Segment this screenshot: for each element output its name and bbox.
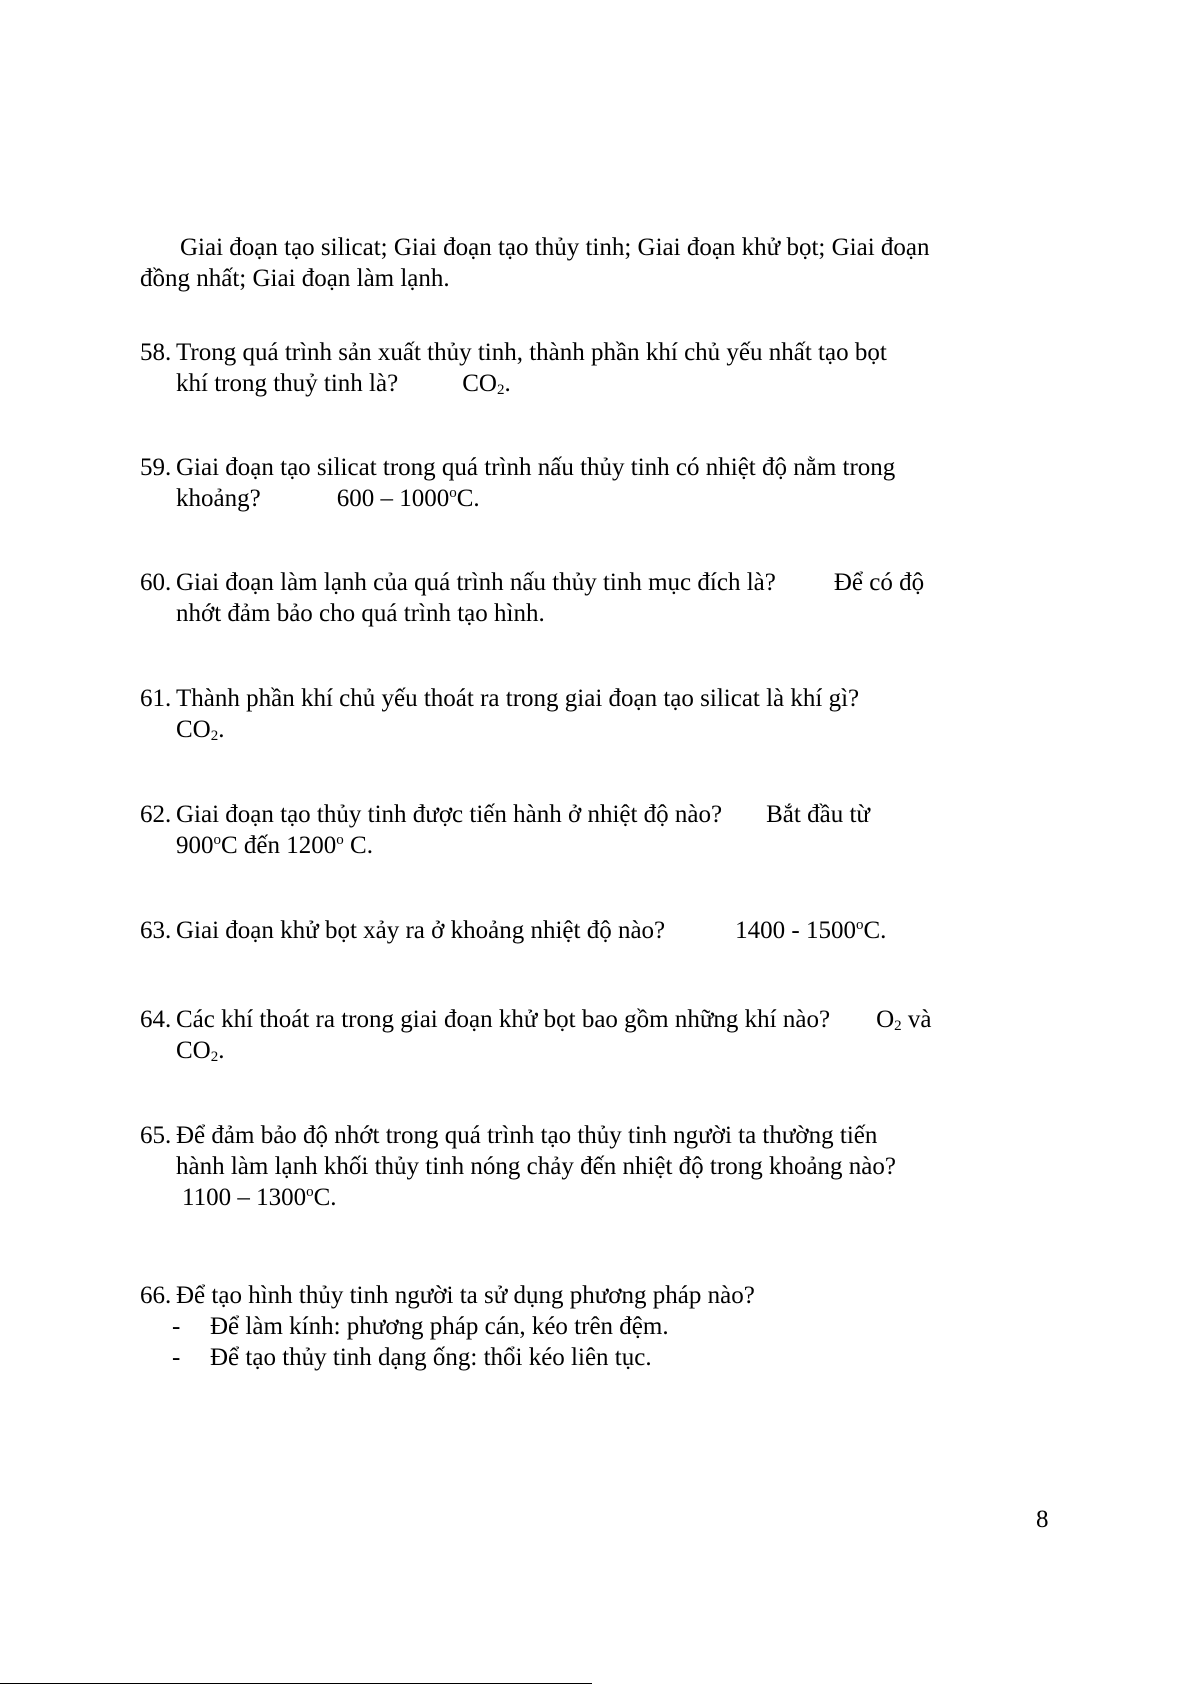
answer-text: 600 – 1000$^o$C. <box>336 485 480 512</box>
answer-text: nhớt đảm bảo cho quá trình tạo hình. <box>176 600 545 627</box>
question-number: 64. <box>140 1006 172 1033</box>
question-61 <box>140 683 1040 745</box>
answer-text: $CO_2$. <box>176 1037 225 1065</box>
question-text: Để tạo hình thủy tinh người ta sử dụng phương pháp nào? <box>176 1282 755 1309</box>
question-number: 58. <box>140 339 172 366</box>
question-text: Giai đoạn tạo silicat trong quá trình nấu thủy tinh có nhiệt độ nằm trong <box>176 454 896 481</box>
page-number: 8 <box>1036 1506 1049 1533</box>
question-number: 66. <box>140 1282 172 1309</box>
question-66 <box>140 1280 1040 1311</box>
question-text: Giai đoạn khử bọt xảy ra ở khoảng nhiệt độ nào? <box>176 917 666 944</box>
list-item: - Để làm kính: phương pháp cán, kéo trên đệm. <box>172 1313 669 1340</box>
answer-65: 1100 – 1300$^o$C. <box>182 1184 337 1211</box>
question-text: Thành phần khí chủ yếu thoát ra trong giai đoạn tạo silicat là khí gì? <box>176 685 860 712</box>
question-text: hành làm lạnh khối thủy tinh nóng chảy đến nhiệt độ trong khoảng nào? <box>176 1153 896 1180</box>
question-64 <box>140 1004 1040 1066</box>
question-63 <box>140 915 1040 946</box>
question-65 <box>140 1120 1040 1182</box>
question-text: khí trong thuỷ tinh là? <box>176 370 399 397</box>
footnote-separator <box>0 1683 592 1684</box>
question-number: 61. <box>140 685 172 712</box>
answer-text: Để có độ <box>833 569 925 596</box>
question-number: 65. <box>140 1122 172 1149</box>
question-number: 62. <box>140 801 172 828</box>
question-text: Giai đoạn tạo thủy tinh được tiến hành ở nhiệt độ nào? <box>176 801 723 828</box>
dash-bullet: - <box>172 1344 181 1371</box>
question-60 <box>140 567 1040 629</box>
question-text: Để đảm bảo độ nhớt trong quá trình tạo thủy tinh người ta thường tiến <box>176 1122 878 1149</box>
question-number: 59. <box>140 454 172 481</box>
answer-list-66 <box>172 1311 669 1373</box>
question-59 <box>140 452 1040 514</box>
answer-text: $O_2$ và <box>876 1006 932 1034</box>
answer-text: 1400 - 1500$^o$C. <box>735 917 887 944</box>
question-text: khoảng? <box>176 485 261 512</box>
answer-text: Bắt đầu từ <box>766 801 870 828</box>
dash-bullet: - <box>172 1313 181 1340</box>
intro-line-2: đồng nhất; Giai đoạn làm lạnh. <box>140 265 450 292</box>
question-text: Giai đoạn làm lạnh của quá trình nấu thủy tinh mục đích là? <box>176 569 776 596</box>
question-number: 63. <box>140 917 172 944</box>
intro-paragraph <box>140 232 1040 294</box>
question-number: 60. <box>140 569 172 596</box>
answer-text: $CO_2$. <box>462 370 511 398</box>
intro-line-1: Giai đoạn tạo silicat; Giai đoạn tạo thủy tinh; Giai đoạn khử bọt; Giai đoạn <box>180 234 930 261</box>
question-58 <box>140 337 1040 399</box>
question-text: Trong quá trình sản xuất thủy tinh, thành phần khí chủ yếu nhất tạo bọt <box>176 339 887 366</box>
list-item: - Để tạo thủy tinh dạng ống: thổi kéo liên tục. <box>172 1344 652 1371</box>
question-62 <box>140 799 1040 861</box>
answer-text: 900$^o$C đến 1200$^o$ C. <box>176 832 373 859</box>
answer-text: $CO_2$. <box>176 716 225 744</box>
question-text: Các khí thoát ra trong giai đoạn khử bọt bao gồm những khí nào? <box>176 1006 831 1033</box>
